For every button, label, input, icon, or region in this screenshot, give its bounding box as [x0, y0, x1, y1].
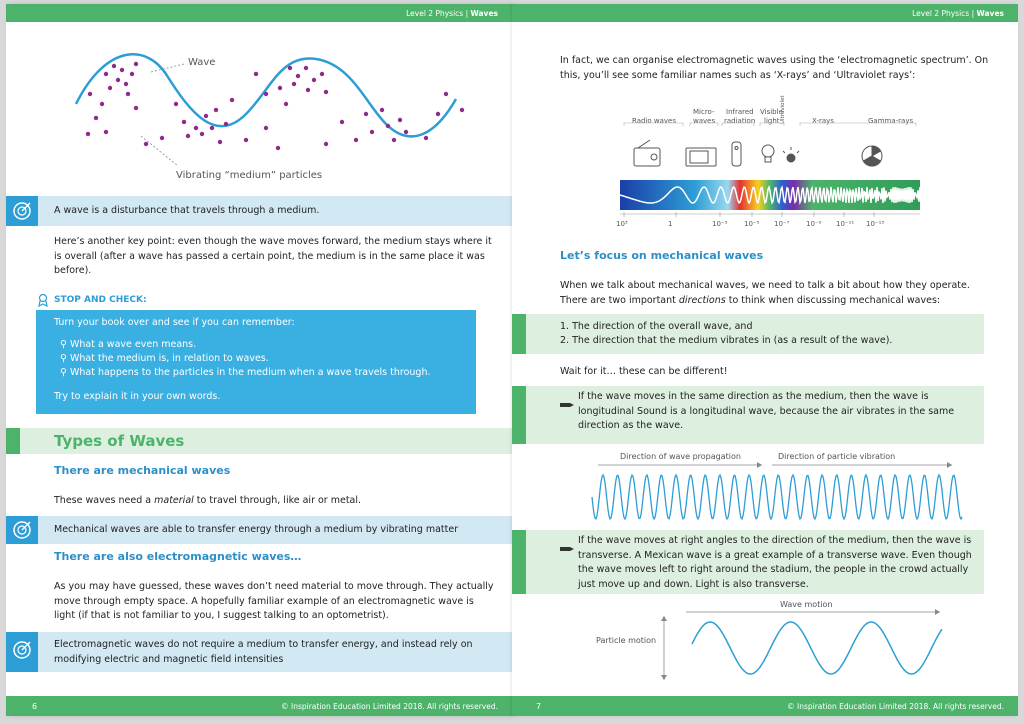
copyright: © Inspiration Education Limited 2018. All rights reserved.: [787, 702, 1004, 711]
radiation-icon: [862, 146, 882, 166]
section-title-bar: [6, 428, 20, 454]
particle-dot: [398, 118, 402, 122]
stop-check-item-2: ⚲ What the medium is, in relation to waves.: [60, 353, 269, 364]
header-series: Level 2 Physics |: [406, 9, 471, 18]
transverse-wave: [692, 622, 942, 674]
particle-dot: [126, 92, 130, 96]
tick-2: 1: [668, 220, 673, 228]
particle-dot: [124, 82, 128, 86]
list-bar: [512, 314, 526, 354]
section-title: Types of Waves: [54, 432, 185, 450]
particle-dot: [244, 138, 248, 142]
particle-motion-label: Particle motion: [596, 636, 657, 645]
particle-dot: [116, 78, 120, 82]
header-topic: Waves: [470, 9, 498, 18]
particle-dot: [320, 72, 324, 76]
stop-check-title: STOP AND CHECK:: [54, 295, 147, 305]
tick-1: 10³: [616, 220, 628, 228]
particle-dot: [174, 102, 178, 106]
wave-particles-diagram: [66, 44, 486, 189]
key-point-2: Mechanical waves are able to transfer energy through a medium by vibrating matter: [54, 524, 459, 535]
left-footer: [6, 696, 512, 716]
key-point-3: Electromagnetic waves do not require a medium to transfer energy, and instead rely on modifying electric and magnetic field intensities: [54, 639, 473, 665]
particle-dot: [340, 120, 344, 124]
page-number: 7: [536, 702, 542, 711]
label-infrared: Infrared: [726, 108, 754, 116]
particle-dot: [380, 108, 384, 112]
list-item-2: 2. The direction that the medium vibrates in (as a result of the wave).: [560, 335, 893, 346]
target-icon: [6, 632, 38, 672]
left-page: [6, 4, 512, 716]
longitudinal-bar: [512, 386, 526, 444]
stop-check-box: [36, 310, 476, 414]
label-radiation: radiation: [724, 117, 756, 125]
particle-dot: [186, 134, 190, 138]
label-xrays: X-rays: [812, 117, 834, 125]
right-footer: [512, 696, 1018, 716]
particle-dot: [296, 74, 300, 78]
particle-dot: [120, 68, 124, 72]
paragraph-1: Here’s another key point: even though the wave moves forward, the medium stays where it is overall (after a wave has passed a certain point, the medium is in the same place it was before).: [54, 236, 492, 276]
particle-dot: [386, 124, 390, 128]
particle-dot: [276, 146, 280, 150]
particle-dot: [182, 120, 186, 124]
label-gamma: Gamma-rays: [868, 117, 914, 125]
particle-dot: [204, 114, 208, 118]
bulb-icon: [762, 145, 774, 162]
stop-check-outro: Try to explain it in your own words.: [54, 391, 221, 402]
particle-dot: [288, 66, 292, 70]
wait-text: Wait for it… these can be different!: [560, 366, 728, 377]
key-point-1: A wave is a disturbance that travels through a medium.: [54, 205, 320, 216]
tick-4: 10⁻⁵: [744, 220, 760, 228]
paragraph-directions: When we talk about mechanical waves, we need to talk a bit about how they operate. There are two important directions to think when discussing mechanical waves:: [560, 280, 970, 306]
pencil-icon: [560, 394, 574, 413]
particle-dot: [218, 140, 222, 144]
particle-dot: [424, 136, 428, 140]
tick-7: 10⁻¹¹: [836, 220, 855, 228]
subheading-electromagnetic: There are also electromagnetic waves…: [54, 550, 302, 563]
tick-3: 10⁻³: [712, 220, 728, 228]
direction-vibration-label: Direction of particle vibration: [778, 452, 896, 461]
stop-check-item-1: ⚲ What a wave even means.: [60, 339, 197, 350]
stop-check-item-3: ⚲ What happens to the particles in the medium when a wave travels through.: [60, 367, 431, 378]
label-visible: Visible: [760, 108, 783, 116]
label-waves: waves: [693, 117, 716, 125]
wave-motion-label: Wave motion: [780, 600, 833, 609]
label-light: light: [764, 117, 780, 125]
label-micro: Micro-: [693, 108, 715, 116]
left-header: [6, 4, 512, 22]
particle-dot: [130, 72, 134, 76]
page-number: 6: [32, 702, 38, 711]
particle-dot: [108, 86, 112, 90]
stop-check-intro: Turn your book over and see if you can remember:: [54, 317, 295, 328]
particle-dot: [324, 142, 328, 146]
right-header: [512, 4, 1018, 22]
particle-dot: [364, 112, 368, 116]
label-ultraviolet: Ultraviolet: [780, 95, 786, 124]
particle-dot: [264, 92, 268, 96]
particle-dot: [160, 136, 164, 140]
uv-lamp-icon: [783, 147, 799, 163]
particle-dot: [312, 78, 316, 82]
subheading-focus: Let’s focus on mechanical waves: [560, 249, 764, 262]
particle-dot: [112, 64, 116, 68]
particle-dot: [392, 138, 396, 142]
transverse-wave-diagram: [652, 604, 952, 684]
particle-dot: [304, 66, 308, 70]
subheading-mechanical: There are mechanical waves: [54, 464, 231, 477]
particle-dot: [436, 112, 440, 116]
particle-dot: [94, 116, 98, 120]
tick-5: 10⁻⁷: [774, 220, 790, 228]
stop-check-icon: [36, 292, 50, 306]
particle-dot: [88, 92, 92, 96]
particle-dot: [210, 126, 214, 130]
particle-dot: [404, 130, 408, 134]
particle-dot: [292, 82, 296, 86]
target-icon: [6, 516, 38, 544]
right-page: [512, 4, 1018, 716]
particle-dot: [230, 98, 234, 102]
particle-dot: [224, 122, 228, 126]
particle-dot: [306, 88, 310, 92]
particle-dot: [284, 102, 288, 106]
particle-dot: [134, 62, 138, 66]
particle-dot: [104, 130, 108, 134]
longitudinal-wave: [592, 475, 962, 519]
particle-dot: [324, 90, 328, 94]
intro-paragraph: In fact, we can organise electromagnetic waves using the ‘electromagnetic spectrum’. On this, you’ll see some familiar names such as ‘X-rays’ and ‘Ultraviolet rays’:: [560, 55, 989, 81]
particle-dot: [100, 102, 104, 106]
tick-6: 10⁻⁹: [806, 220, 822, 228]
longitudinal-wave-diagram: [582, 459, 972, 524]
wave-label: Wave: [188, 57, 216, 68]
particle-dot: [460, 108, 464, 112]
radio-icon: [634, 140, 660, 166]
particle-dot: [370, 130, 374, 134]
particle-dot: [214, 108, 218, 112]
tick-8: 10⁻¹³: [866, 220, 885, 228]
particle-dot: [444, 92, 448, 96]
particle-dot: [144, 142, 148, 146]
transverse-text: If the wave moves at right angles to the direction of the medium, then the wave is transverse. A Mexican wave is a great example of a transverse wave. Even though the wave moves left to right around the stadium, the people in the crowd actually just move up and down. Light is also transverse.: [578, 535, 972, 590]
remote-icon: [732, 142, 741, 166]
particle-dot: [354, 138, 358, 142]
particles-label: Vibrating “medium” particles: [176, 170, 323, 181]
paragraph-2: These waves need a material to travel through, like air or metal.: [54, 495, 362, 506]
list-item-1: 1. The direction of the overall wave, and: [560, 321, 753, 332]
particle-dot: [194, 126, 198, 130]
paragraph-3: As you may have guessed, these waves don’t need material to move through. They actually move through empty space. A hopefully familiar example of an electromagnetic wave is light (if that is not familiar to you, I suggest talking to an optometrist).: [54, 581, 494, 621]
particle-dot: [134, 106, 138, 110]
particle-dot: [104, 72, 108, 76]
longitudinal-text: If the wave moves in the same direction as the medium, then the wave is longitudinal Sound is a longitudinal wave, because the air vibrates in the same direction as the wave.: [578, 391, 955, 431]
microwave-icon: [686, 148, 716, 166]
particle-dot: [200, 132, 204, 136]
particle-dot: [264, 126, 268, 130]
particle-dot: [278, 86, 282, 90]
target-icon: [6, 196, 38, 226]
header-topic: Waves: [976, 9, 1004, 18]
copyright: © Inspiration Education Limited 2018. All rights reserved.: [281, 702, 498, 711]
label-radio: Radio waves: [632, 117, 677, 125]
particle-dot: [86, 132, 90, 136]
direction-propagation-label: Direction of wave propagation: [620, 452, 741, 461]
em-spectrum-diagram: [616, 95, 920, 236]
pencil-icon: [560, 538, 574, 557]
particle-dot: [254, 72, 258, 76]
transverse-bar: [512, 530, 526, 594]
header-series: Level 2 Physics |: [912, 9, 977, 18]
